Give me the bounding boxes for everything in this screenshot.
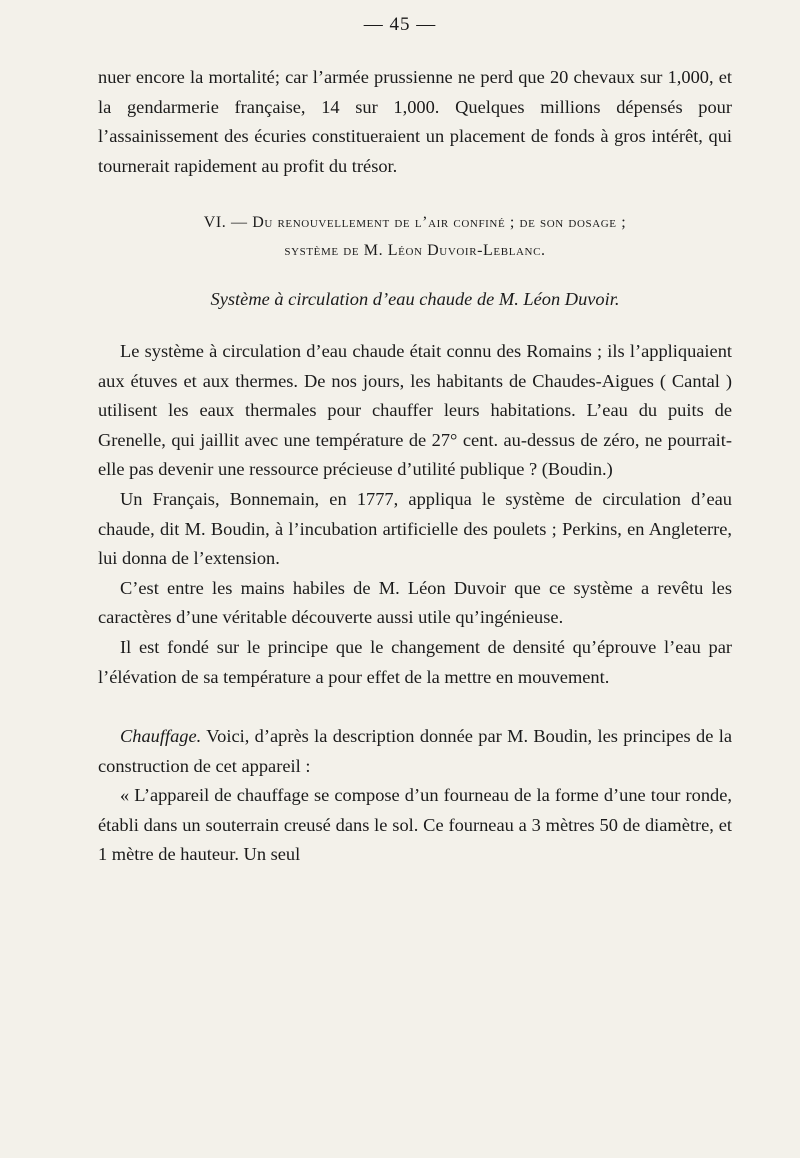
subheading: Système à circulation d’eau chaude de M. Léon Duvoir. bbox=[210, 289, 620, 310]
paragraph-gap bbox=[98, 692, 732, 722]
intro-paragraph: nuer encore la mortalité; car l’armée prussienne ne perd que 20 chevaux sur 1,000, et la gendarmerie française, 14 sur 1,000. Quelques millions dépensés pour l’assainissement des écuries constitueraient un placement de fonds à gros intérêt, qui tournerait rapidement au profit du trésor. bbox=[98, 67, 732, 176]
page-number: — 45 — bbox=[363, 14, 437, 35]
section-heading-line-1: VI. — Du renouvellement de l’air confiné ; de son dosage ; bbox=[203, 214, 627, 232]
paragraph-romans: Le système à circulation d’eau chaude était connu des Romains ; ils l’appliquaient aux étuves et aux thermes. De nos jours, les habitants de Chaudes-Aigues ( Cantal ) utilisent les eaux thermales pour chauffer leurs habitations. L’eau du puits de Grenelle, qui jaillit avec une température de 27° cent. au-dessus de zéro, ne pourrait-elle pas devenir une ressource précieuse d’utilité publique ? (Boudin.) bbox=[98, 340, 732, 480]
quote-paragraph: « L’appareil de chauffage se compose d’un fourneau de la forme d’une tour ronde, établi dans un souterrain creusé dans le sol. Ce fourneau a 3 mètres 50 de diamètre, et 1 mètre de hauteur. Un seul bbox=[98, 785, 732, 865]
page-content bbox=[98, 63, 732, 870]
section-heading bbox=[98, 209, 732, 265]
section-heading-line-2: système de M. Léon Duvoir-Leblanc. bbox=[284, 242, 546, 260]
chauffage-label: Chauffage. bbox=[120, 726, 202, 747]
paragraph-duvoir: C’est entre les mains habiles de M. Léon Duvoir que ce système a revêtu les caractères d’une véritable découverte aussi utile qu’ingénieuse. bbox=[98, 577, 732, 628]
paragraph-principle: Il est fondé sur le principe que le changement de densité qu’éprouve l’eau par l’élévation de sa température a pour effet de la mettre en mouvement. bbox=[98, 636, 732, 687]
chauffage-text: Voici, d’après la description donnée par M. Boudin, les principes de la construction de cet appareil : bbox=[98, 726, 732, 776]
chauffage-paragraph bbox=[98, 722, 732, 781]
paragraph-bonnemain: Un Français, Bonnemain, en 1777, appliqua le système de circulation d’eau chaude, dit M. Boudin, à l’incubation artificielle des poulets ; Perkins, en Angleterre, lui donna de l’extension. bbox=[98, 488, 732, 569]
